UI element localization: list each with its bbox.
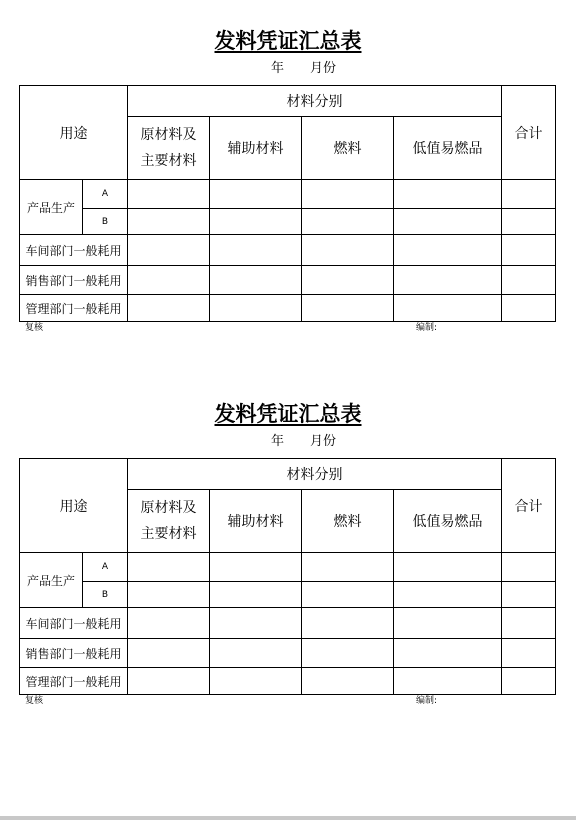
table-cell[interactable] [394,266,502,295]
table-cell[interactable] [128,582,210,608]
table-cell[interactable] [128,209,210,235]
table-cell[interactable] [210,608,302,639]
table-cell[interactable] [128,639,210,668]
sales-usage-label: 销售部门一般耗用 [20,639,128,668]
table-cell[interactable] [302,668,394,695]
product-production-label: 产品生产 [20,553,83,608]
table-cell[interactable] [210,266,302,295]
table-cell[interactable] [394,582,502,608]
period-line [271,61,336,77]
raw-material-line1: 原材料及 [140,127,197,143]
management-usage-label: 管理部门一般耗用 [20,295,128,322]
table-cell[interactable] [502,608,556,639]
table-cell[interactable] [210,582,302,608]
fuel-header: 燃料 [302,117,394,180]
management-usage-label: 管理部门一般耗用 [20,668,128,695]
table-cell[interactable] [210,235,302,266]
table-cell[interactable] [210,639,302,668]
month-label: 月份 [310,61,337,76]
table-cell[interactable] [128,608,210,639]
form-title: 发料凭证汇总表 [214,401,362,426]
low-value-header: 低值易燃品 [394,117,502,180]
raw-material-header [128,490,210,553]
month-label: 月份 [310,434,337,449]
auxiliary-material-header: 辅助材料 [210,117,302,180]
table-cell[interactable] [302,180,394,209]
table-cell[interactable] [302,582,394,608]
table-cell[interactable] [394,553,502,582]
table-cell[interactable] [394,235,502,266]
review-label: 复核 [25,696,44,706]
product-production-label: 产品生产 [20,180,83,235]
table-cell[interactable] [394,668,502,695]
table-cell[interactable] [302,235,394,266]
table-cell[interactable] [502,235,556,266]
workshop-usage-label: 车间部门一般耗用 [20,235,128,266]
editor-label: 编制: [416,696,438,706]
summary-table [19,458,556,695]
table-cell[interactable] [502,582,556,608]
table-cell[interactable] [210,553,302,582]
table-cell[interactable] [302,639,394,668]
table-cell[interactable] [128,266,210,295]
table-cell[interactable] [302,608,394,639]
summary-table [19,85,556,322]
table-cell[interactable] [128,295,210,322]
table-cell[interactable] [502,639,556,668]
workshop-usage-label: 车间部门一般耗用 [20,608,128,639]
fuel-header: 燃料 [302,490,394,553]
product-b-label: B [83,582,128,608]
table-cell[interactable] [502,295,556,322]
total-header: 合计 [502,459,556,553]
raw-material-line1: 原材料及 [140,500,197,516]
low-value-header: 低值易燃品 [394,490,502,553]
raw-material-line2: 主要材料 [140,153,197,169]
purpose-header: 用途 [20,86,128,180]
table-cell[interactable] [502,266,556,295]
material-group-header: 材料分别 [128,86,502,117]
table-cell[interactable] [502,209,556,235]
raw-material-header [128,117,210,180]
table-cell[interactable] [128,180,210,209]
table-cell[interactable] [128,553,210,582]
table-cell[interactable] [502,553,556,582]
table-cell[interactable] [394,180,502,209]
table-cell[interactable] [394,608,502,639]
year-label: 年 [271,61,285,76]
table-cell[interactable] [302,295,394,322]
table-cell[interactable] [502,668,556,695]
table-cell[interactable] [302,209,394,235]
material-group-header: 材料分别 [128,459,502,490]
table-cell[interactable] [302,553,394,582]
auxiliary-material-header: 辅助材料 [210,490,302,553]
page-bottom-divider [0,816,576,820]
year-label: 年 [271,434,285,449]
sales-usage-label: 销售部门一般耗用 [20,266,128,295]
table-cell[interactable] [394,209,502,235]
table-cell[interactable] [394,295,502,322]
editor-label: 编制: [416,323,438,333]
table-cell[interactable] [210,209,302,235]
table-cell[interactable] [502,180,556,209]
product-b-label: B [83,209,128,235]
product-a-label: A [83,553,128,582]
table-cell[interactable] [302,266,394,295]
table-cell[interactable] [210,180,302,209]
form-title: 发料凭证汇总表 [214,28,362,53]
table-cell[interactable] [210,668,302,695]
table-cell[interactable] [210,295,302,322]
purpose-header: 用途 [20,459,128,553]
table-cell[interactable] [128,668,210,695]
table-cell[interactable] [394,639,502,668]
raw-material-line2: 主要材料 [140,526,197,542]
product-a-label: A [83,180,128,209]
review-label: 复核 [25,323,44,333]
total-header: 合计 [502,86,556,180]
table-cell[interactable] [128,235,210,266]
period-line [271,434,336,450]
